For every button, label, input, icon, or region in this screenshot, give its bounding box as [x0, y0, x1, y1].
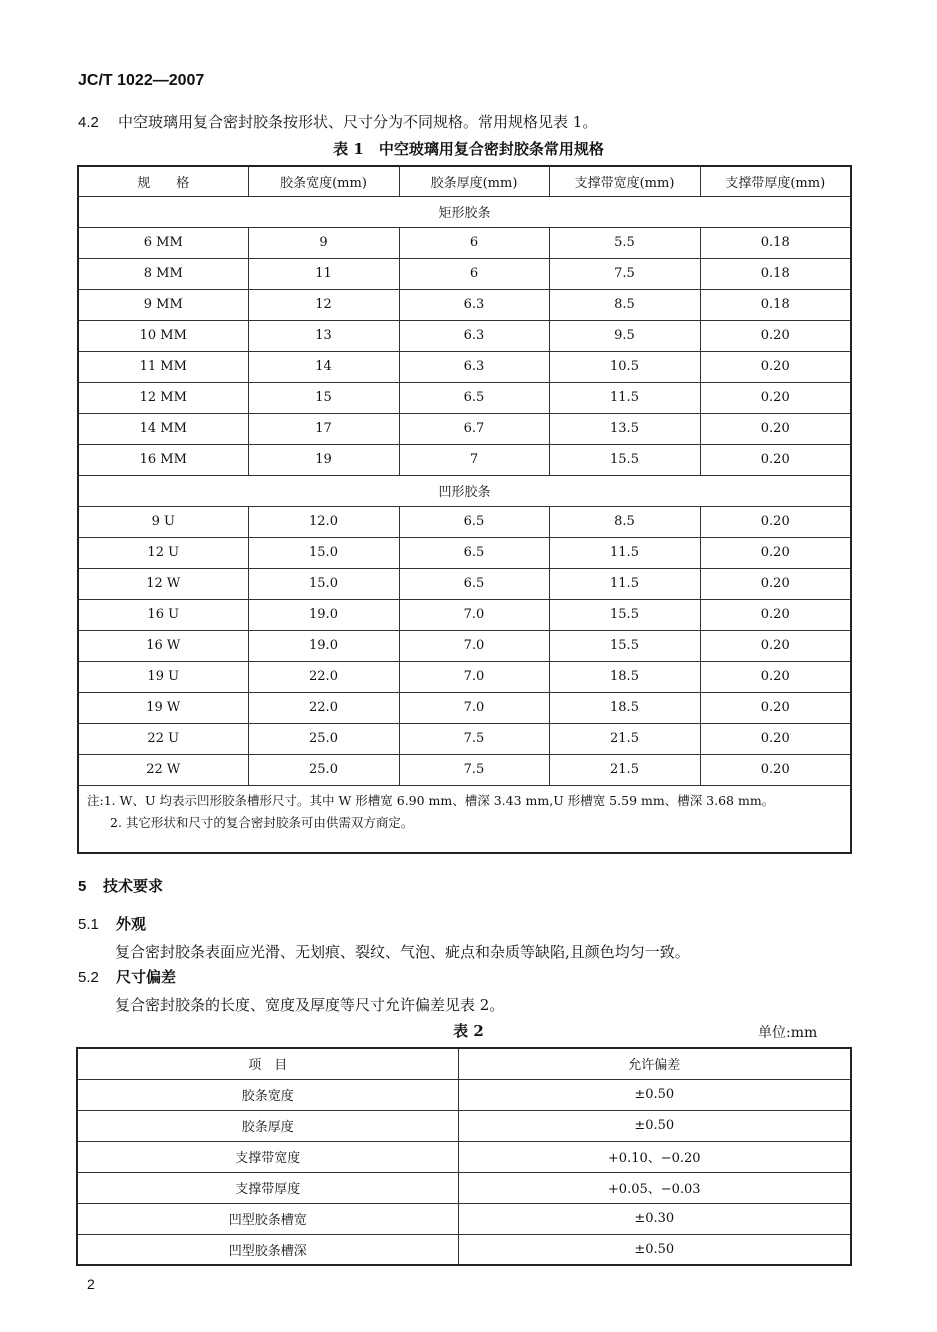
table-cell: 18.5 — [549, 661, 700, 692]
table-row — [78, 754, 851, 785]
table1-group-label: 凹形胶条 — [78, 475, 851, 506]
clause-4-2 — [78, 112, 597, 133]
table-cell: 16 MM — [78, 444, 248, 475]
table1-header-row — [78, 166, 851, 196]
table-cell: 13 — [248, 320, 399, 351]
table-cell: 22.0 — [248, 692, 399, 723]
table-row — [78, 320, 851, 351]
clause-5-1-heading — [78, 914, 146, 935]
table-cell: 6 — [399, 258, 549, 289]
table-cell: 9 — [248, 227, 399, 258]
table1-note-1: 注:1. W、U 均表示凹形胶条槽形尺寸。其中 W 形槽宽 6.90 mm、槽深 3.43 mm,U 形槽宽 5.59 mm、槽深 3.68 mm。 — [87, 792, 775, 808]
table-row — [78, 289, 851, 320]
clause-text: 中空玻璃用复合密封胶条按形状、尺寸分为不同规格。常用规格见表 1。 — [118, 113, 598, 131]
clause-number: 5.2 — [78, 969, 99, 986]
table2-header-cell: 项 目 — [77, 1048, 458, 1079]
table-row — [78, 413, 851, 444]
table-row — [78, 723, 851, 754]
table-cell: 0.18 — [700, 258, 851, 289]
table-cell: 9 MM — [78, 289, 248, 320]
table1-group-row — [78, 475, 851, 506]
table-cell: 15.5 — [549, 630, 700, 661]
table-cell: 19.0 — [248, 630, 399, 661]
table-cell: 胶条宽度 — [77, 1079, 458, 1110]
table1-header-cell: 支撑带宽度(mm) — [549, 166, 700, 196]
table-cell: 22 U — [78, 723, 248, 754]
section-number: 5 — [78, 878, 87, 895]
table-cell: 胶条厚度 — [77, 1110, 458, 1141]
table-cell: 9 U — [78, 506, 248, 537]
table-row — [77, 1234, 851, 1265]
table-cell: 6.7 — [399, 413, 549, 444]
table-cell: 15 — [248, 382, 399, 413]
table-cell: 14 — [248, 351, 399, 382]
table-cell: 0.20 — [700, 382, 851, 413]
table-cell: 12 W — [78, 568, 248, 599]
table-cell: 0.20 — [700, 320, 851, 351]
table-cell: 13.5 — [549, 413, 700, 444]
clause-5-2-text: 复合密封胶条的长度、宽度及厚度等尺寸允许偏差见表 2。 — [115, 996, 505, 1014]
table-cell: 7.5 — [399, 754, 549, 785]
table-cell: 6 MM — [78, 227, 248, 258]
table-cell: 15.0 — [248, 537, 399, 568]
table-cell: 7.0 — [399, 661, 549, 692]
table-row — [78, 382, 851, 413]
table1-header-cell: 支撑带厚度(mm) — [700, 166, 851, 196]
table2-header-cell: 允许偏差 — [458, 1048, 851, 1079]
section-5-heading — [78, 876, 163, 897]
table-row — [77, 1203, 851, 1234]
table-cell: +0.05、−0.03 — [458, 1172, 851, 1203]
table-cell: 6.5 — [399, 382, 549, 413]
table-cell: 0.20 — [700, 754, 851, 785]
table-cell: 7.5 — [399, 723, 549, 754]
table-cell: 11 — [248, 258, 399, 289]
table-cell: 12 MM — [78, 382, 248, 413]
table2-caption: 表 2 — [453, 1022, 484, 1040]
clause-title: 外观 — [116, 915, 147, 933]
table-cell: 0.20 — [700, 661, 851, 692]
table-row — [78, 630, 851, 661]
table-cell: 0.18 — [700, 289, 851, 320]
table-cell: 7 — [399, 444, 549, 475]
table-cell: 25.0 — [248, 723, 399, 754]
table1-note-2: 2. 其它形状和尺寸的复合密封胶条可由供需双方商定。 — [110, 814, 414, 830]
table-cell: 25.0 — [248, 754, 399, 785]
table-cell: 0.20 — [700, 506, 851, 537]
table-cell: 0.20 — [700, 444, 851, 475]
table-cell: 11.5 — [549, 382, 700, 413]
table1-header-cell: 胶条宽度(mm) — [248, 166, 399, 196]
table1-header-cell: 规 格 — [78, 166, 248, 196]
table-cell: 0.20 — [700, 723, 851, 754]
table-row — [77, 1172, 851, 1203]
table-cell: 8 MM — [78, 258, 248, 289]
table-cell: 18.5 — [549, 692, 700, 723]
clause-number: 5.1 — [78, 916, 99, 933]
table-cell: 19 W — [78, 692, 248, 723]
table1-note — [78, 785, 851, 853]
table-cell: 支撑带宽度 — [77, 1141, 458, 1172]
section-title: 技术要求 — [103, 877, 164, 895]
table-cell: 7.5 — [549, 258, 700, 289]
table-cell: 11.5 — [549, 568, 700, 599]
table-cell: 15.5 — [549, 444, 700, 475]
table-cell: 17 — [248, 413, 399, 444]
table1-group-row — [78, 196, 851, 227]
table-cell: 11.5 — [549, 537, 700, 568]
table-row — [78, 661, 851, 692]
table-cell: 10.5 — [549, 351, 700, 382]
clause-title: 尺寸偏差 — [116, 968, 177, 986]
table-cell: 0.20 — [700, 599, 851, 630]
table-row — [78, 599, 851, 630]
table-cell: 8.5 — [549, 289, 700, 320]
table1-note-row — [78, 785, 851, 853]
table-cell: 6.5 — [399, 506, 549, 537]
table-row — [78, 444, 851, 475]
table-cell: 9.5 — [549, 320, 700, 351]
table2-header-row — [77, 1048, 851, 1079]
table-cell: 7.0 — [399, 630, 549, 661]
table-cell: +0.10、−0.20 — [458, 1141, 851, 1172]
table2-body — [77, 1079, 851, 1265]
table-cell: 6.3 — [399, 351, 549, 382]
table-cell: ±0.50 — [458, 1234, 851, 1265]
table-cell: 凹型胶条槽深 — [77, 1234, 458, 1265]
table-cell: 11 MM — [78, 351, 248, 382]
table-cell: 6.3 — [399, 320, 549, 351]
table-cell: 12.0 — [248, 506, 399, 537]
table2-tolerance — [76, 1047, 852, 1266]
table-row — [78, 568, 851, 599]
table-cell: ±0.50 — [458, 1079, 851, 1110]
table-cell: 19.0 — [248, 599, 399, 630]
table-row — [78, 227, 851, 258]
table-cell: 19 U — [78, 661, 248, 692]
table-cell: 6.5 — [399, 537, 549, 568]
table-cell: 0.20 — [700, 413, 851, 444]
table-cell: 7.0 — [399, 692, 549, 723]
table-cell: ±0.50 — [458, 1110, 851, 1141]
table-cell: 15.0 — [248, 568, 399, 599]
table-row — [77, 1110, 851, 1141]
table-cell: 6.3 — [399, 289, 549, 320]
table1-header-cell: 胶条厚度(mm) — [399, 166, 549, 196]
table-row — [77, 1079, 851, 1110]
table-cell: 10 MM — [78, 320, 248, 351]
table-cell: 0.20 — [700, 351, 851, 382]
table-row — [78, 351, 851, 382]
table-cell: 支撑带厚度 — [77, 1172, 458, 1203]
table-cell: 凹型胶条槽宽 — [77, 1203, 458, 1234]
table-cell: 22 W — [78, 754, 248, 785]
table-cell: 0.20 — [700, 692, 851, 723]
table2-unit: 单位:mm — [758, 1025, 818, 1041]
table-row — [78, 506, 851, 537]
table-cell: ±0.30 — [458, 1203, 851, 1234]
table-cell: 16 U — [78, 599, 248, 630]
table-cell: 22.0 — [248, 661, 399, 692]
table-cell: 0.18 — [700, 227, 851, 258]
table-cell: 8.5 — [549, 506, 700, 537]
table-cell: 19 — [248, 444, 399, 475]
clause-5-1-text: 复合密封胶条表面应光滑、无划痕、裂纹、气泡、疵点和杂质等缺陷,且颜色均匀一致。 — [115, 943, 690, 961]
document-code: JC/T 1022—2007 — [78, 72, 205, 89]
table-cell: 0.20 — [700, 630, 851, 661]
table1-caption: 表 1 中空玻璃用复合密封胶条常用规格 — [333, 140, 604, 158]
table-cell: 21.5 — [549, 754, 700, 785]
table1-group1-body — [78, 227, 851, 475]
table-row — [77, 1141, 851, 1172]
table-row — [78, 537, 851, 568]
clause-number: 4.2 — [78, 114, 99, 131]
table1-spec — [77, 165, 852, 854]
table-cell: 7.0 — [399, 599, 549, 630]
table-cell: 14 MM — [78, 413, 248, 444]
table-cell: 12 — [248, 289, 399, 320]
table-cell: 6.5 — [399, 568, 549, 599]
table1-group-label: 矩形胶条 — [78, 196, 851, 227]
table-cell: 6 — [399, 227, 549, 258]
table-cell: 21.5 — [549, 723, 700, 754]
table-row — [78, 692, 851, 723]
table-cell: 0.20 — [700, 537, 851, 568]
table-cell: 0.20 — [700, 568, 851, 599]
table-cell: 12 U — [78, 537, 248, 568]
table-row — [78, 258, 851, 289]
table-cell: 16 W — [78, 630, 248, 661]
table1-group2-body — [78, 506, 851, 785]
clause-5-2-heading — [78, 967, 176, 988]
table-cell: 15.5 — [549, 599, 700, 630]
table-cell: 5.5 — [549, 227, 700, 258]
page-number: 2 — [87, 1276, 95, 1292]
